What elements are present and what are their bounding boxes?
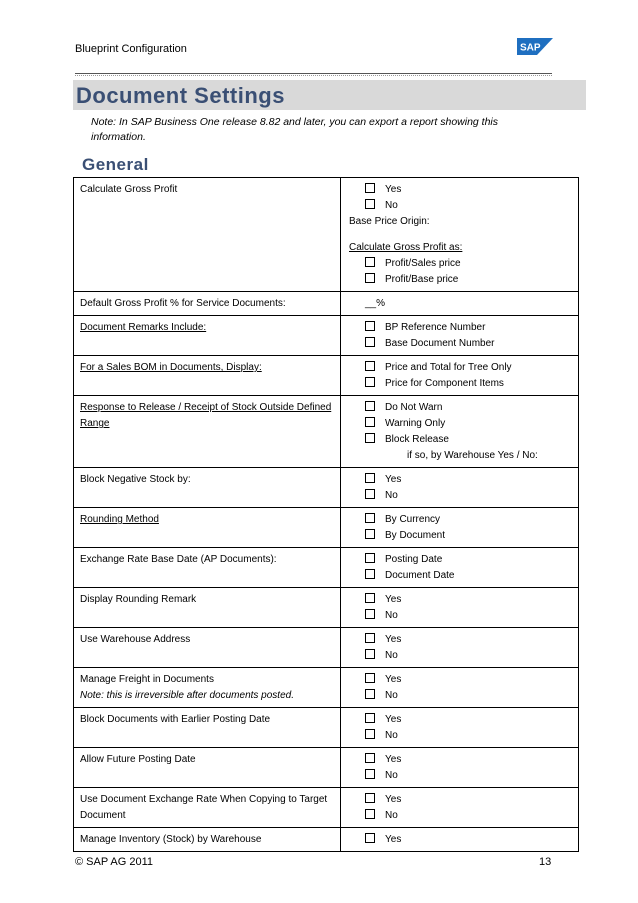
setting-options-cell bbox=[341, 628, 579, 668]
setting-label-cell bbox=[74, 708, 341, 748]
checkbox-icon[interactable] bbox=[365, 729, 375, 739]
setting-label: Calculate Gross Profit bbox=[80, 184, 178, 195]
option-label: Do Not Warn bbox=[385, 402, 443, 413]
checkbox-icon[interactable] bbox=[365, 753, 375, 763]
checkbox-icon[interactable] bbox=[365, 401, 375, 411]
checkbox-option bbox=[349, 552, 574, 568]
checkbox-icon[interactable] bbox=[365, 833, 375, 843]
checkbox-option bbox=[349, 608, 574, 624]
option-label: Warning Only bbox=[385, 418, 446, 429]
setting-label: Use Warehouse Address bbox=[80, 634, 191, 645]
checkbox-option bbox=[349, 416, 574, 432]
checkbox-icon[interactable] bbox=[365, 377, 375, 387]
checkbox-option bbox=[349, 360, 574, 376]
checkbox-option bbox=[349, 712, 574, 728]
setting-options-cell bbox=[341, 356, 579, 396]
setting-label: Use Document Exchange Rate When Copying to Target Document bbox=[80, 794, 328, 821]
setting-label-cell bbox=[74, 396, 341, 468]
table-row bbox=[74, 708, 579, 748]
checkbox-option bbox=[349, 400, 574, 416]
setting-label-cell bbox=[74, 316, 341, 356]
sub-heading: Base Price Origin: bbox=[349, 216, 430, 227]
setting-label-cell bbox=[74, 628, 341, 668]
checkbox-icon[interactable] bbox=[365, 593, 375, 603]
checkbox-option bbox=[349, 376, 574, 392]
checkbox-icon[interactable] bbox=[365, 417, 375, 427]
checkbox-icon[interactable] bbox=[365, 649, 375, 659]
checkbox-option bbox=[349, 592, 574, 608]
option-label: Price and Total for Tree Only bbox=[385, 362, 512, 373]
setting-label: Manage Inventory (Stock) by Warehouse bbox=[80, 834, 262, 845]
setting-label: Allow Future Posting Date bbox=[80, 754, 196, 765]
setting-label-cell bbox=[74, 508, 341, 548]
option-label: No bbox=[385, 610, 398, 621]
table-row bbox=[74, 788, 579, 828]
option-label: No bbox=[385, 490, 398, 501]
checkbox-icon[interactable] bbox=[365, 793, 375, 803]
sub-option-text: if so, by Warehouse Yes / No: bbox=[407, 450, 538, 461]
setting-options-cell bbox=[341, 396, 579, 468]
setting-label-cell bbox=[74, 788, 341, 828]
page-number: 13 bbox=[539, 856, 552, 868]
table-row bbox=[74, 828, 579, 852]
checkbox-icon[interactable] bbox=[365, 513, 375, 523]
checkbox-option bbox=[349, 632, 574, 648]
setting-options-cell bbox=[341, 292, 579, 316]
option-label: No bbox=[385, 730, 398, 741]
checkbox-icon[interactable] bbox=[365, 713, 375, 723]
checkbox-option bbox=[349, 488, 574, 504]
setting-options-cell bbox=[341, 708, 579, 748]
checkbox-icon[interactable] bbox=[365, 633, 375, 643]
checkbox-icon[interactable] bbox=[365, 273, 375, 283]
checkbox-option bbox=[349, 768, 574, 784]
setting-label-cell bbox=[74, 828, 341, 852]
sap-logo bbox=[517, 38, 553, 55]
table-row bbox=[74, 468, 579, 508]
setting-label: Manage Freight in Documents bbox=[80, 674, 214, 685]
table-row bbox=[74, 628, 579, 668]
setting-label: Exchange Rate Base Date (AP Documents): bbox=[80, 554, 277, 565]
setting-options-cell bbox=[341, 316, 579, 356]
checkbox-option bbox=[349, 808, 574, 824]
option-label: Document Date bbox=[385, 570, 455, 581]
option-label: Yes bbox=[385, 834, 402, 845]
table-row bbox=[74, 292, 579, 316]
checkbox-option bbox=[349, 752, 574, 768]
footer-copyright: © SAP AG 2011 bbox=[75, 856, 154, 868]
setting-label: Document Remarks Include: bbox=[80, 322, 207, 333]
setting-label: For a Sales BOM in Documents, Display: bbox=[80, 362, 262, 373]
checkbox-option bbox=[349, 648, 574, 664]
checkbox-icon[interactable] bbox=[365, 337, 375, 347]
option-label: Base Document Number bbox=[385, 338, 495, 349]
setting-options-cell bbox=[341, 828, 579, 852]
settings-table bbox=[73, 177, 579, 852]
section-heading: General bbox=[82, 155, 149, 174]
checkbox-option bbox=[349, 320, 574, 336]
table-row bbox=[74, 356, 579, 396]
header-rule bbox=[75, 73, 552, 74]
checkbox-icon[interactable] bbox=[365, 489, 375, 499]
checkbox-option bbox=[349, 336, 574, 352]
table-row bbox=[74, 668, 579, 708]
setting-options-cell bbox=[341, 508, 579, 548]
checkbox-option bbox=[349, 512, 574, 528]
checkbox-option bbox=[349, 792, 574, 808]
setting-note: Note: this is irreversible after documents posted. bbox=[80, 690, 294, 701]
checkbox-icon[interactable] bbox=[365, 553, 375, 563]
checkbox-icon[interactable] bbox=[365, 689, 375, 699]
checkbox-icon[interactable] bbox=[365, 199, 375, 209]
option-label: Yes bbox=[385, 634, 402, 645]
checkbox-option bbox=[349, 256, 574, 272]
page-title: Document Settings bbox=[76, 83, 285, 108]
checkbox-icon[interactable] bbox=[365, 257, 375, 267]
option-label: No bbox=[385, 810, 398, 821]
checkbox-icon[interactable] bbox=[365, 473, 375, 483]
setting-options-cell bbox=[341, 588, 579, 628]
setting-options-cell bbox=[341, 788, 579, 828]
release-note: Note: In SAP Business One release 8.82 and later, you can export a report showing this information. bbox=[91, 116, 499, 143]
heading-banner bbox=[73, 80, 586, 110]
option-label: Yes bbox=[385, 674, 402, 685]
option-label: Posting Date bbox=[385, 554, 443, 565]
spacer bbox=[349, 230, 574, 240]
table-row bbox=[74, 748, 579, 788]
header-rule-dotted bbox=[75, 75, 552, 76]
option-label: No bbox=[385, 200, 398, 211]
setting-label-cell bbox=[74, 292, 341, 316]
checkbox-option bbox=[349, 472, 574, 488]
setting-options-cell bbox=[341, 178, 579, 292]
checkbox-icon[interactable] bbox=[365, 809, 375, 819]
option-label: Yes bbox=[385, 474, 402, 485]
setting-label-cell bbox=[74, 668, 341, 708]
checkbox-option bbox=[349, 432, 574, 448]
setting-options-cell bbox=[341, 668, 579, 708]
checkbox-icon[interactable] bbox=[365, 569, 375, 579]
setting-label: Block Documents with Earlier Posting Date bbox=[80, 714, 271, 725]
table-row bbox=[74, 396, 579, 468]
checkbox-icon[interactable] bbox=[365, 769, 375, 779]
checkbox-option bbox=[349, 272, 574, 288]
table-row bbox=[74, 588, 579, 628]
checkbox-icon[interactable] bbox=[365, 609, 375, 619]
setting-options-cell bbox=[341, 548, 579, 588]
table-row bbox=[74, 508, 579, 548]
option-label: No bbox=[385, 770, 398, 781]
setting-options-cell bbox=[341, 748, 579, 788]
option-label: Yes bbox=[385, 184, 402, 195]
setting-label: Rounding Method bbox=[80, 514, 159, 525]
option-label: Price for Component Items bbox=[385, 378, 504, 389]
table-row bbox=[74, 548, 579, 588]
setting-label-cell bbox=[74, 588, 341, 628]
checkbox-icon[interactable] bbox=[365, 183, 375, 193]
setting-label-cell bbox=[74, 468, 341, 508]
sap-logo-text: SAP bbox=[520, 42, 541, 54]
checkbox-option bbox=[349, 832, 574, 848]
sub-heading: Calculate Gross Profit as: bbox=[349, 242, 463, 253]
checkbox-icon[interactable] bbox=[365, 321, 375, 331]
checkbox-icon[interactable] bbox=[365, 673, 375, 683]
setting-options-cell bbox=[341, 468, 579, 508]
checkbox-option bbox=[349, 528, 574, 544]
setting-label: Response to Release / Receipt of Stock Outside Defined Range bbox=[80, 402, 332, 429]
setting-label: Block Negative Stock by: bbox=[80, 474, 191, 485]
table-row bbox=[74, 178, 579, 292]
option-label: By Document bbox=[385, 530, 446, 541]
option-label: Yes bbox=[385, 714, 402, 725]
option-label: Yes bbox=[385, 594, 402, 605]
checkbox-icon[interactable] bbox=[365, 433, 375, 443]
checkbox-option bbox=[349, 688, 574, 704]
setting-label: Default Gross Profit % for Service Documents: bbox=[80, 298, 286, 309]
option-label: Profit/Sales price bbox=[385, 258, 461, 269]
option-label: Profit/Base price bbox=[385, 274, 459, 285]
option-label: No bbox=[385, 690, 398, 701]
percent-field: __% bbox=[365, 298, 386, 309]
option-label: BP Reference Number bbox=[385, 322, 486, 333]
checkbox-option bbox=[349, 568, 574, 584]
checkbox-option bbox=[349, 672, 574, 688]
option-label: Block Release bbox=[385, 434, 449, 445]
checkbox-icon[interactable] bbox=[365, 529, 375, 539]
setting-label: Display Rounding Remark bbox=[80, 594, 197, 605]
option-label: Yes bbox=[385, 754, 402, 765]
checkbox-option bbox=[349, 728, 574, 744]
header-title: Blueprint Configuration bbox=[75, 43, 187, 55]
checkbox-option bbox=[349, 182, 574, 198]
setting-label-cell bbox=[74, 178, 341, 292]
checkbox-icon[interactable] bbox=[365, 361, 375, 371]
checkbox-option bbox=[349, 198, 574, 214]
option-label: Yes bbox=[385, 794, 402, 805]
setting-label-cell bbox=[74, 356, 341, 396]
setting-label-cell bbox=[74, 748, 341, 788]
option-label: No bbox=[385, 650, 398, 661]
setting-label-cell bbox=[74, 548, 341, 588]
table-row bbox=[74, 316, 579, 356]
option-label: By Currency bbox=[385, 514, 441, 525]
